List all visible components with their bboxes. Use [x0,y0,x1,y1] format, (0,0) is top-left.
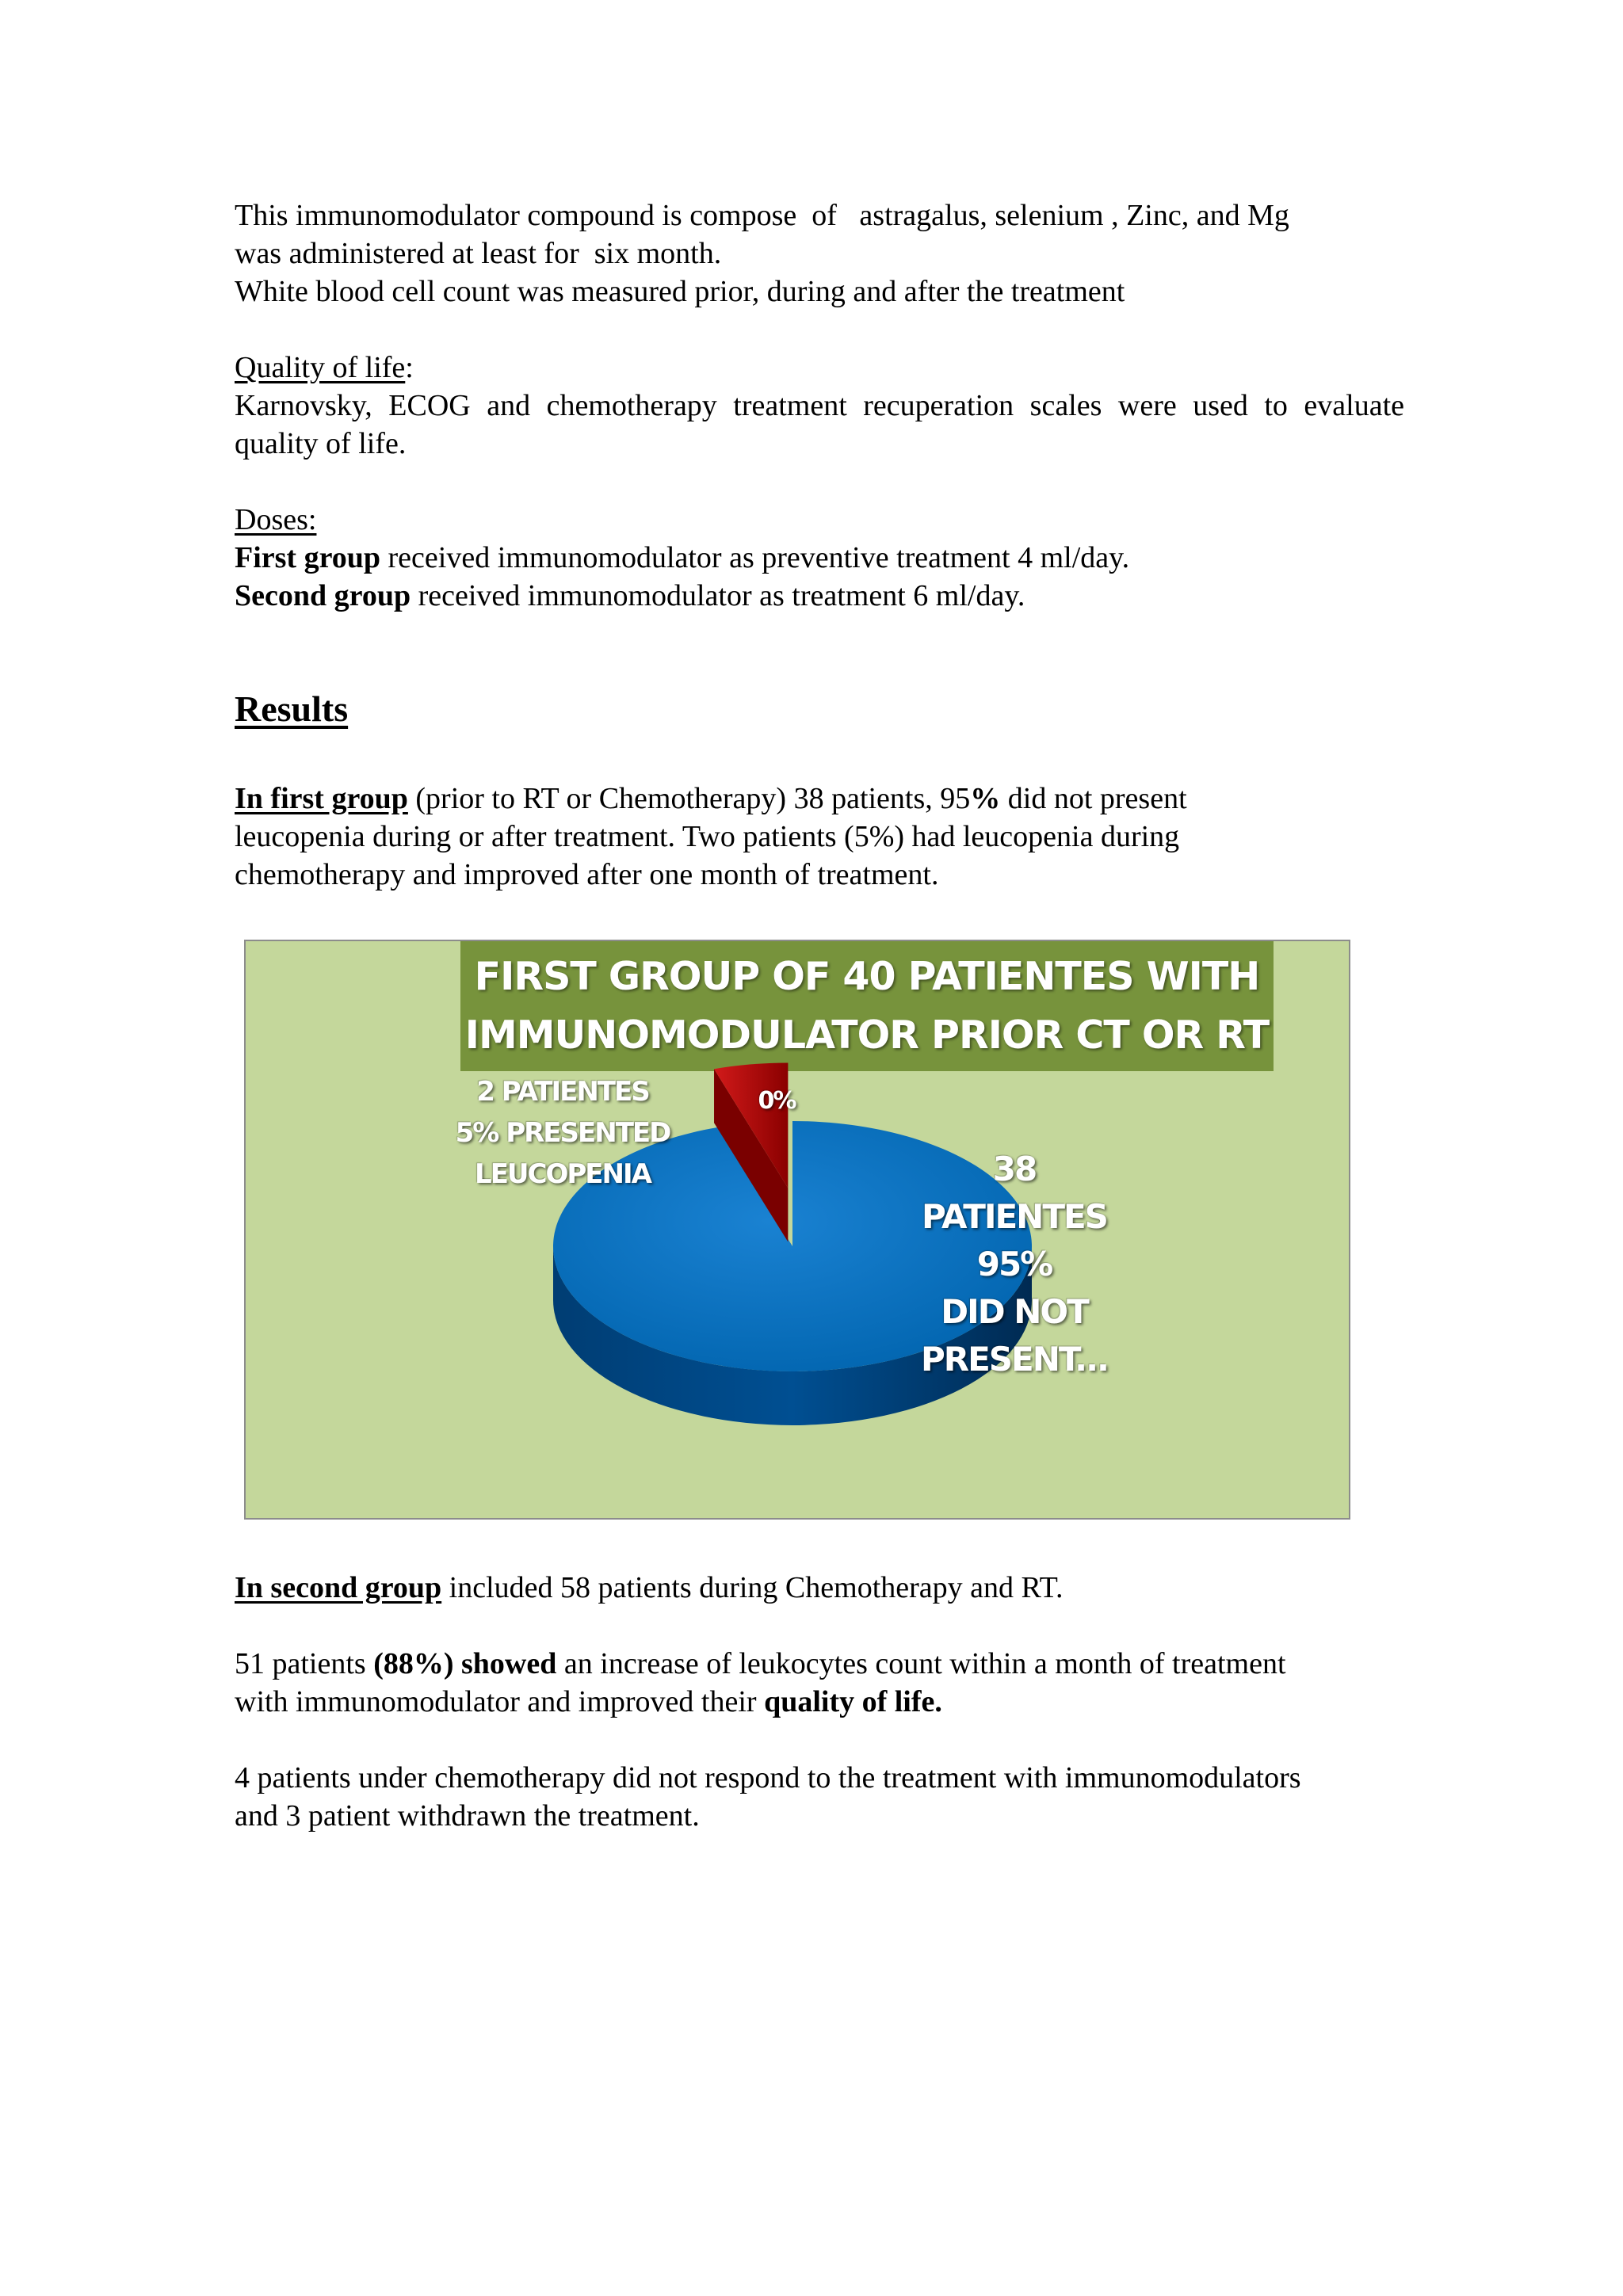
slice-label-no-leucopenia-line-1: 38 [992,1150,1037,1188]
slice-label-no-leucopenia-line-3: 95% [976,1245,1052,1283]
doses-first-label: First group [235,541,381,574]
first-group-text-a: (prior to RT or Chemotherapy) 38 patients, 95 [407,782,971,815]
intro-line-3: White blood cell count was measured prior, during and after the treatment [235,275,1125,308]
slice-label-leucopenia-line-1: 2 PATIENTES [476,1076,649,1108]
doses-first-line [235,539,1129,577]
first-group-line-3: chemotherapy and improved after one month of treatment. [235,858,939,891]
first-group-text-b: did not present [1000,782,1187,815]
slice-label-leucopenia-line-3: LEUCOPENIA [475,1158,651,1190]
intro-line-2: was administered at least for six month. [235,237,722,270]
chart-title-line-1: FIRST GROUP OF 40 PATIENTES WITH [474,954,1260,999]
slice-label-no-leucopenia [848,1146,1181,1383]
quality-heading-line [235,349,414,387]
response-line-2 [235,1683,942,1721]
slice-label-zero: 0% [758,1087,796,1115]
nonresponse-line-2: and 3 patient withdrawn the treatment. [235,1799,700,1833]
quality-heading: Quality of life [235,351,406,384]
quality-body: Karnovsky, ECOG and chemotherapy treatment recuperation scales were used to evaluate quality of life. [235,389,1404,460]
pie-chart [244,940,1350,1520]
pie-svg [246,941,1349,1518]
second-group-text: included 58 patients during Chemotherapy and RT. [441,1571,1064,1604]
slice-label-no-leucopenia-line-4: DID NOT [941,1292,1088,1331]
first-group-pct: % [970,782,1001,815]
quality-colon: : [405,351,414,384]
first-group-label: In first group [235,782,408,815]
response-text-c: an increase of leukocytes count within a month of treatment [556,1647,1286,1680]
doses-second-label: Second group [235,579,411,612]
response-text-a: 51 patients [235,1647,374,1680]
second-group-line [235,1569,1063,1607]
response-line-2-a: with immunomodulator and improved their [235,1685,765,1718]
response-line-1 [235,1645,1286,1683]
doses-second-line [235,577,1025,615]
response-text-b: (88%) showed [373,1647,557,1680]
chart-title-line-2: IMMUNOMODULATOR PRIOR CT OR RT [464,1013,1270,1058]
slice-label-no-leucopenia-line-5: PRESENT... [920,1340,1109,1379]
slice-label-leucopenia-line-2: 5% PRESENTED [455,1117,670,1149]
results-heading: Results [235,688,349,729]
first-group-line-1 [235,780,1187,818]
nonresponse-line-1: 4 patients under chemotherapy did not respond to the treatment with immunomodulators [235,1761,1301,1794]
slice-label-no-leucopenia-line-2: PATIENTES [922,1197,1107,1236]
response-line-2-b: quality of life. [764,1685,942,1718]
intro-line-1: This immunomodulator compound is compose of astragalus, selenium , Zinc, and Mg [235,199,1289,232]
doses-second-text: received immunomodulator as treatment 6 ml/day. [411,579,1025,612]
second-group-label: In second group [235,1571,442,1604]
slice-label-leucopenia [444,1071,682,1195]
doses-first-text: received immunomodulator as preventive treatment 4 ml/day. [380,541,1130,574]
doses-heading: Doses: [235,503,317,536]
first-group-line-2: leucopenia during or after treatment. Two patients (5%) had leucopenia during [235,820,1180,853]
